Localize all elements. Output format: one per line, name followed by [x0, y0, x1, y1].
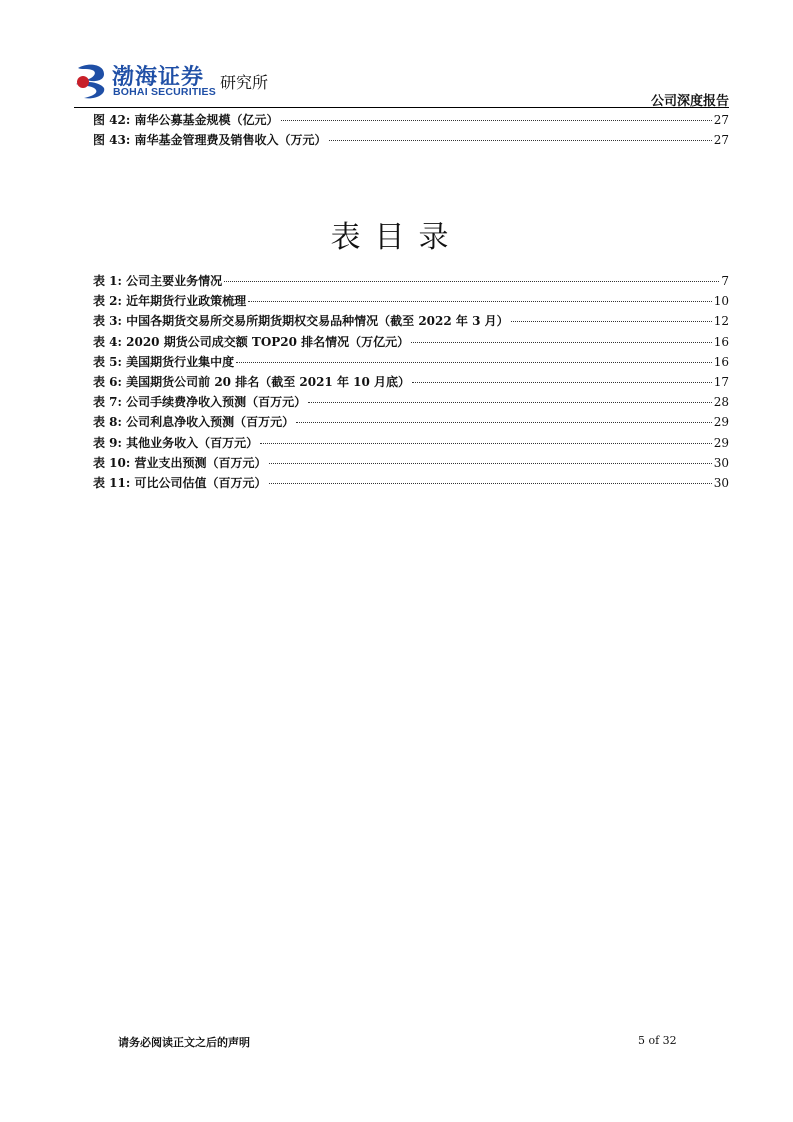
header-divider: [74, 107, 729, 108]
toc-entry[interactable]: [93, 373, 729, 393]
toc-entry-label: 表 6: 美国期货公司前 20 排名（截至 2021 年 10 月底）: [93, 374, 410, 389]
toc-entry-page: 29: [713, 415, 729, 430]
toc-entry-label: 表 4: 2020 期货公司成交额 TOP20 排名情况（万亿元）: [93, 334, 410, 349]
figure-toc: [93, 111, 729, 151]
dot-leader: [412, 382, 712, 383]
toc-entry-label: 图 42: 南华公募基金规模（亿元）: [93, 113, 279, 127]
dot-leader: [224, 281, 719, 282]
toc-entry[interactable]: [93, 131, 729, 151]
toc-entry-label: 图 43: 南华基金管理费及销售收入（万元）: [93, 133, 327, 148]
toc-entry-label: 表 5: 美国期货行业集中度: [93, 354, 235, 369]
report-type: 公司深度报告: [650, 94, 729, 109]
toc-entry[interactable]: [93, 454, 729, 474]
toc-entry-label: 表 1: 公司主要业务情况: [93, 274, 223, 288]
toc-entry[interactable]: [93, 111, 729, 131]
toc-entry[interactable]: [93, 333, 729, 353]
bohai-logo-icon: [74, 62, 108, 100]
dot-leader: [281, 120, 712, 121]
toc-entry-page: 17: [713, 374, 729, 389]
toc-entry[interactable]: [93, 292, 729, 312]
logo-english-name: BOHAI SECURITIES: [113, 86, 216, 98]
table-list-title: 表目录: [330, 220, 463, 255]
dot-leader: [260, 443, 712, 444]
toc-entry-page: 29: [713, 435, 729, 450]
toc-entry-page: 28: [713, 395, 729, 410]
footer-page-number: 5 of 32: [638, 1034, 677, 1047]
toc-entry-page: 30: [713, 455, 729, 470]
toc-entry-page: 27: [713, 113, 729, 127]
toc-entry[interactable]: [93, 312, 729, 332]
dot-leader: [411, 342, 712, 343]
dot-leader: [296, 422, 712, 423]
dot-leader: [269, 483, 712, 484]
toc-entry-page: 16: [713, 354, 729, 369]
table-toc: [93, 272, 729, 494]
toc-entry-label: 表 7: 公司手续费净收入预测（百万元）: [93, 395, 307, 410]
dot-leader: [248, 301, 712, 302]
toc-entry[interactable]: [93, 434, 729, 454]
dot-leader: [308, 402, 712, 403]
toc-entry[interactable]: [93, 413, 729, 433]
logo-chinese-name: 渤海证券: [112, 65, 205, 90]
company-logo: [74, 58, 284, 104]
toc-entry-page: 10: [713, 294, 729, 309]
dot-leader: [329, 140, 712, 141]
toc-entry[interactable]: [93, 353, 729, 373]
toc-entry[interactable]: [93, 393, 729, 413]
toc-entry-page: 27: [713, 133, 729, 148]
toc-entry-label: 表 8: 公司利息净收入预测（百万元）: [93, 415, 295, 430]
footer-disclaimer: 请务必阅读正文之后的声明: [118, 1036, 250, 1049]
toc-entry-label: 表 9: 其他业务收入（百万元）: [93, 435, 259, 450]
dot-leader: [269, 463, 712, 464]
toc-entry-page: 16: [713, 334, 729, 349]
toc-entry-page: 12: [713, 314, 729, 329]
toc-entry[interactable]: [93, 474, 729, 494]
dot-leader: [511, 321, 712, 322]
toc-entry-label: 表 11: 可比公司估值（百万元）: [93, 475, 267, 490]
toc-entry-page: 30: [713, 475, 729, 490]
toc-entry[interactable]: [93, 272, 729, 292]
toc-entry-label: 表 3: 中国各期货交易所交易所期货期权交易品种情况（截至 2022 年 3 月）: [93, 314, 509, 329]
toc-entry-label: 表 10: 营业支出预测（百万元）: [93, 455, 267, 470]
toc-entry-page: 7: [721, 274, 729, 288]
institute-name: 研究所: [220, 73, 269, 92]
toc-entry-label: 表 2: 近年期货行业政策梳理: [93, 294, 247, 309]
dot-leader: [236, 362, 712, 363]
